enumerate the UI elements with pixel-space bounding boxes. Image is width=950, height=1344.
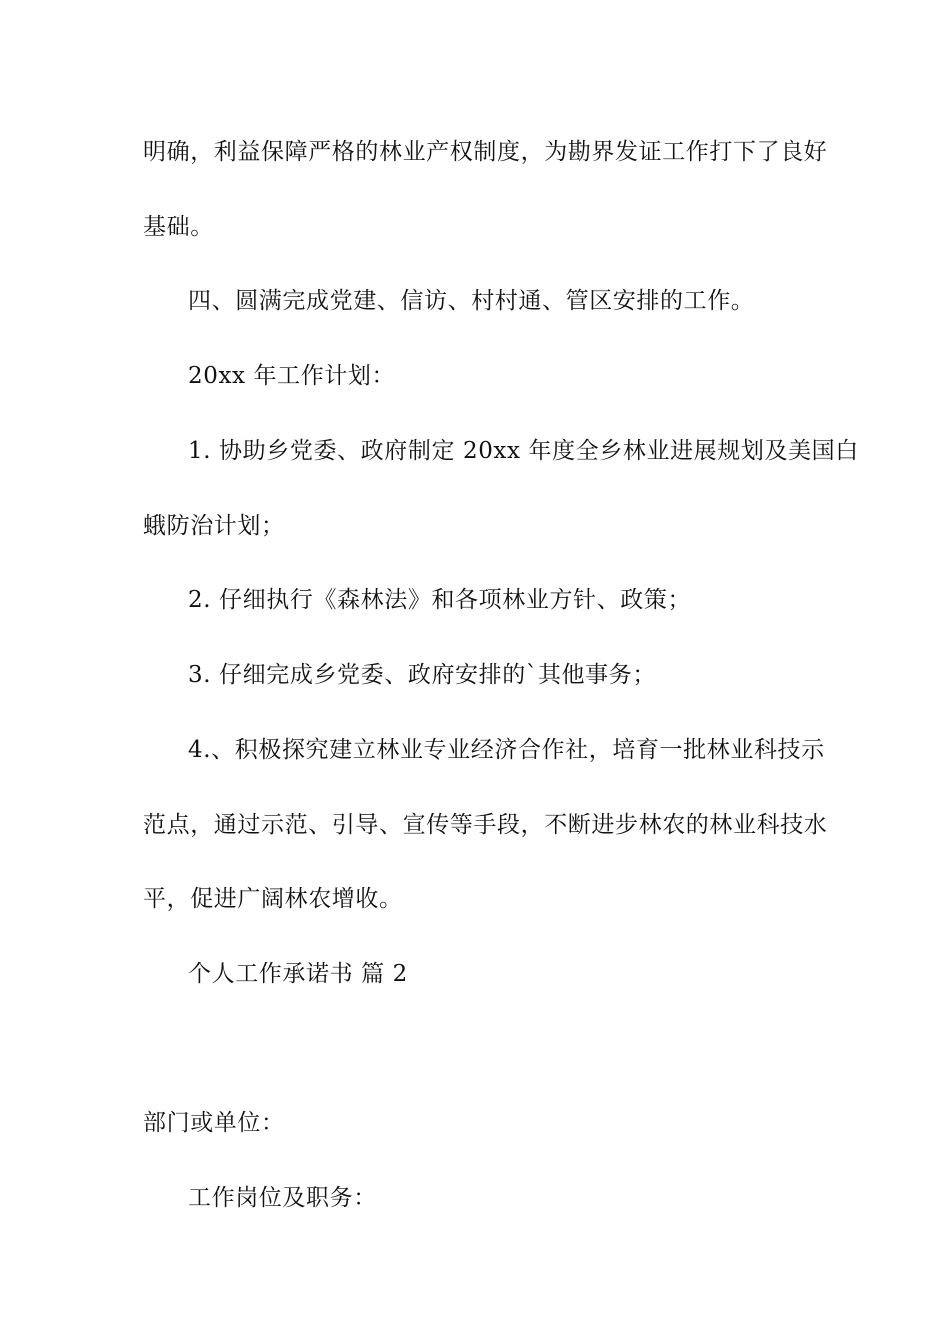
position-field-label: 工作岗位及职务： (188, 1185, 377, 1211)
plan-heading: 20xx 年工作计划： (188, 363, 396, 389)
list-item: 2. 仔细执行《森林法》和各项林业方针、政策； (188, 587, 692, 613)
department-field-label: 部门或单位： (143, 1110, 285, 1136)
paragraph-line: 基础。 (143, 214, 214, 240)
document-title: 个人工作承诺书 篇 2 (188, 961, 408, 987)
section-heading: 四、圆满完成党建、信访、村村通、管区安排的工作。 (188, 288, 755, 314)
list-item: 1. 协助乡党委、政府制定 20xx 年度全乡林业进展规划及美国白 (188, 438, 859, 464)
paragraph-line: 明确，利益保障严格的林业产权制度，为勘界发证工作打下了良好 (143, 139, 828, 165)
list-item: 3. 仔细完成乡党委、政府安排的`其他事务； (188, 662, 656, 688)
list-item: 4.、积极探究建立林业专业经济合作社，培育一批林业科技示 (188, 737, 825, 763)
list-item-continuation: 蛾防治计划； (143, 513, 285, 539)
list-item-continuation: 平，促进广阔林农增收。 (143, 886, 403, 912)
list-item-continuation: 范点，通过示范、引导、宣传等手段，不断进步林农的林业科技水 (143, 812, 828, 838)
